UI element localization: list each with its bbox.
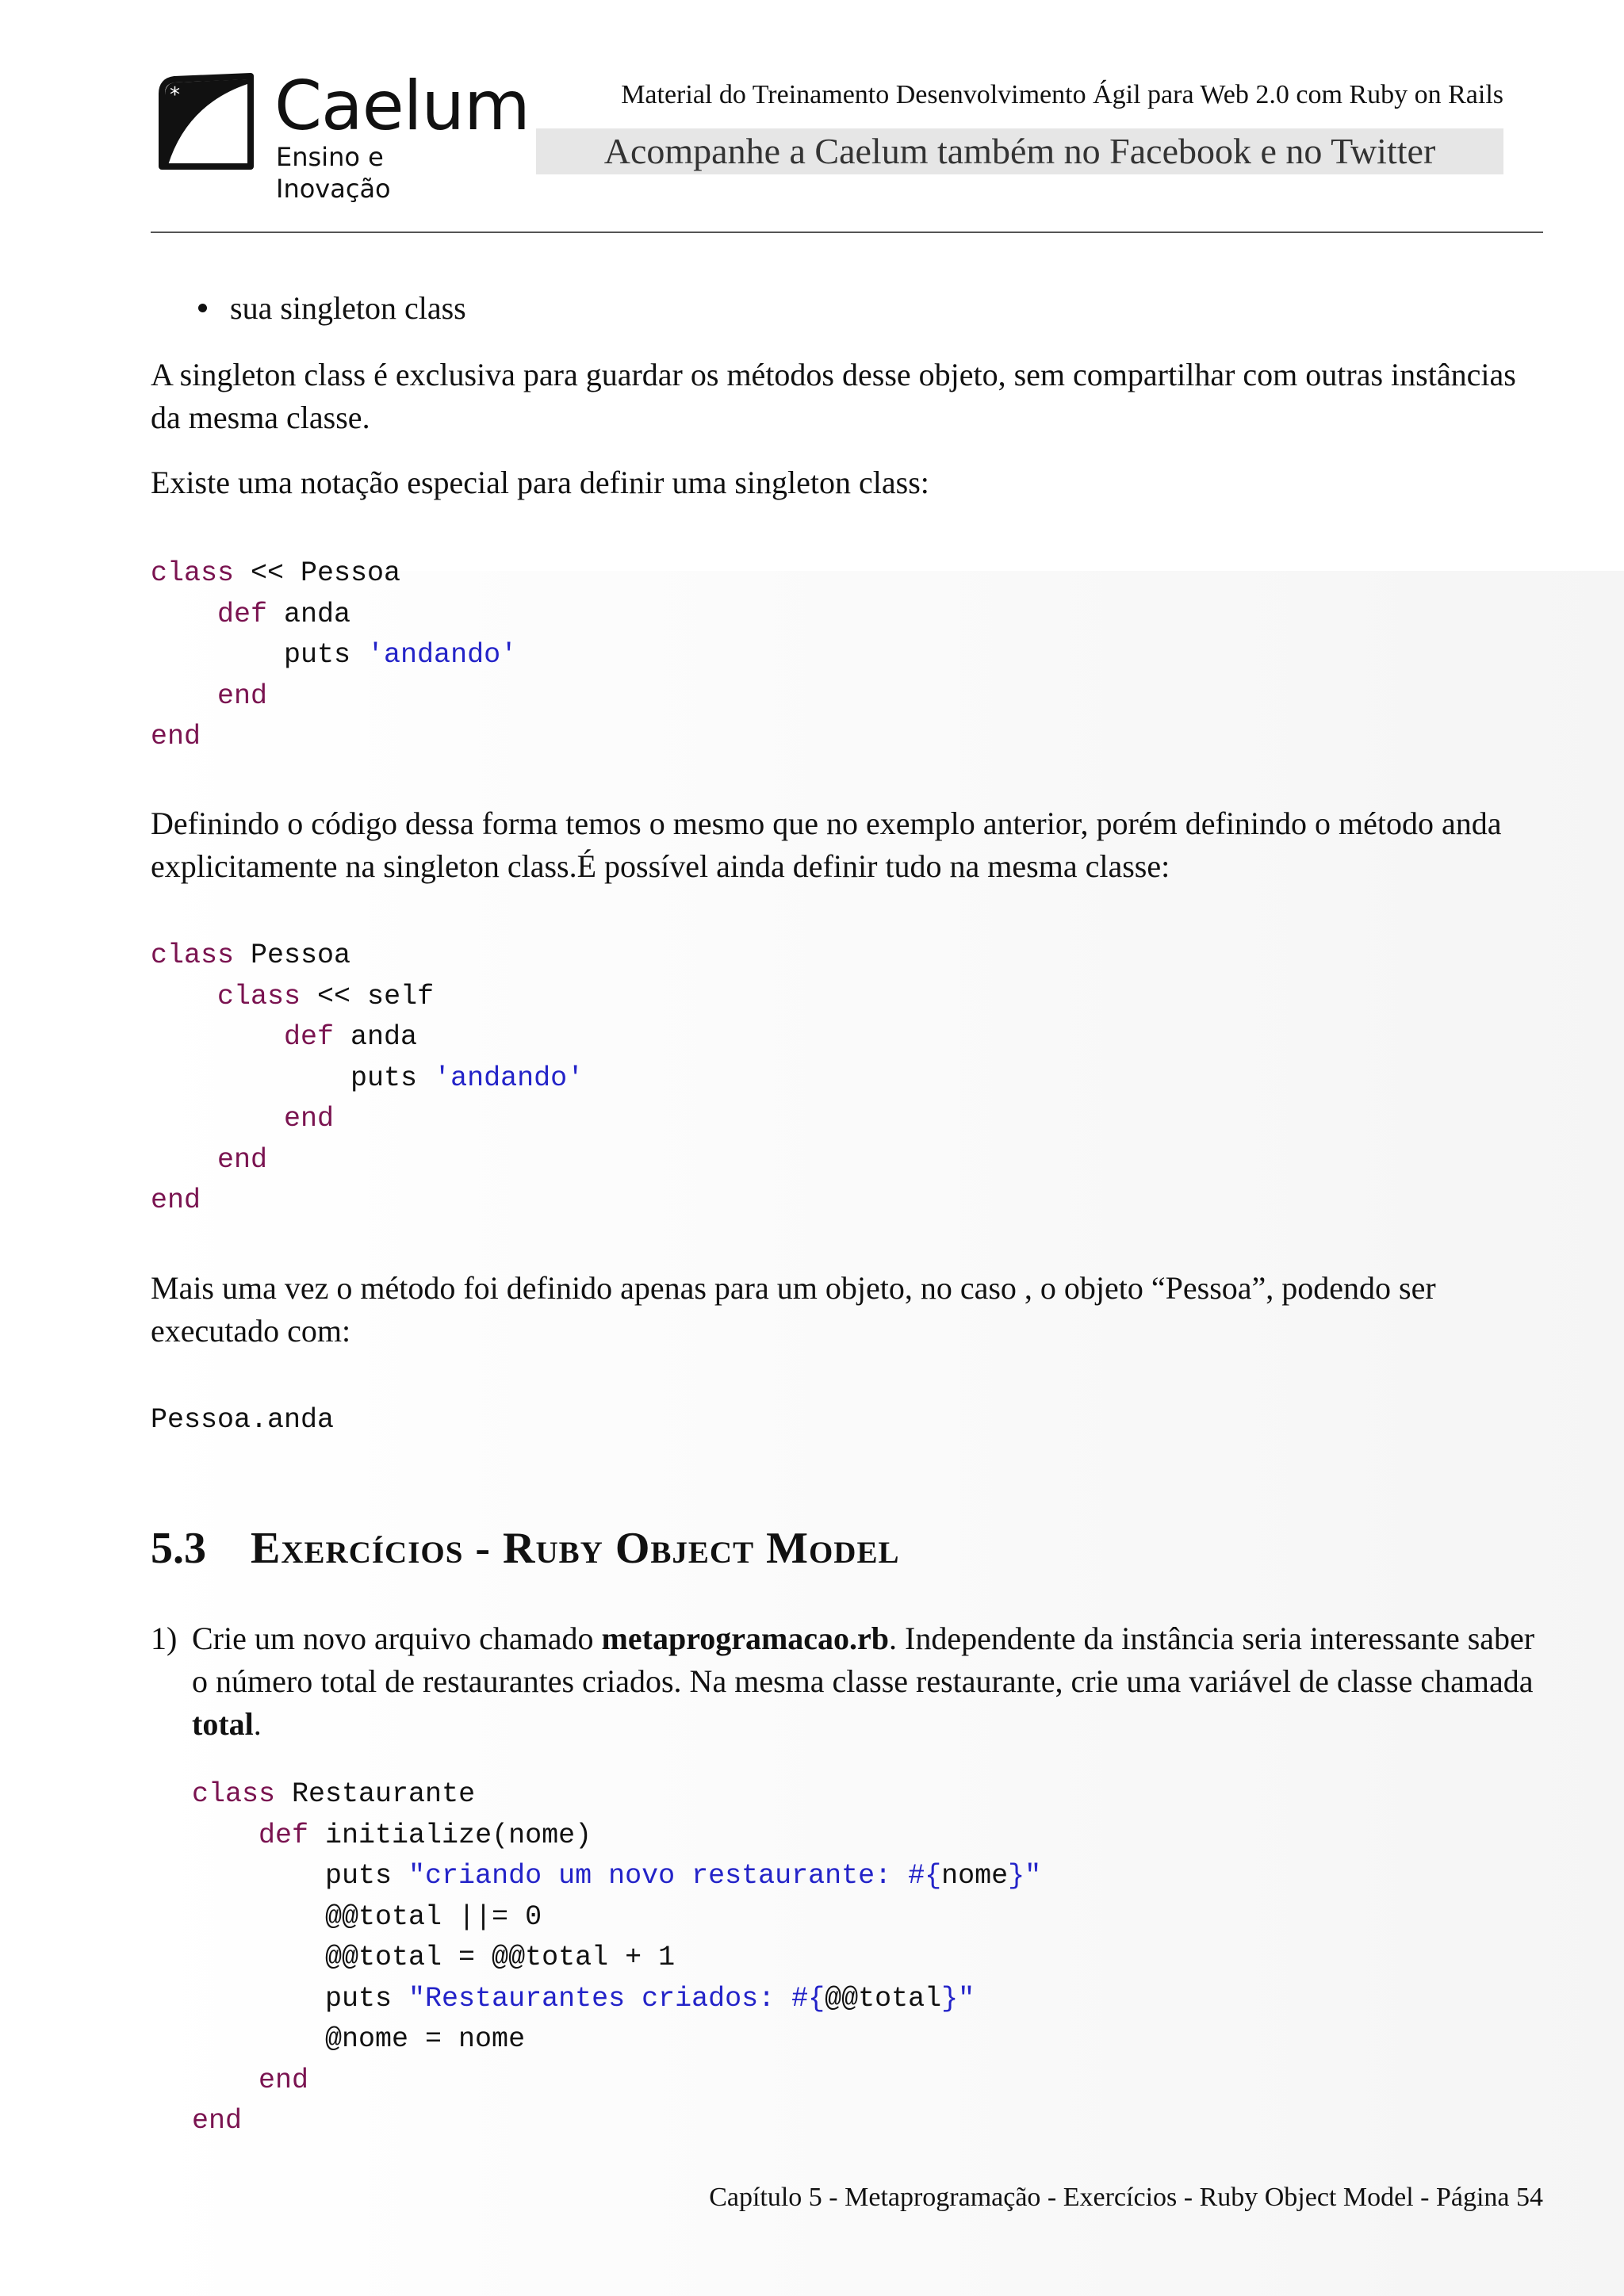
code-token: end — [217, 1143, 268, 1176]
section-title: Exercícios - Ruby Object Model — [251, 1524, 900, 1573]
code-token: @@total — [825, 1982, 942, 2015]
code-token — [151, 981, 217, 1012]
code-token: 'andando' — [434, 1062, 584, 1094]
code-line — [151, 721, 201, 752]
code-line — [192, 2064, 308, 2096]
code-token — [151, 680, 217, 712]
code-token: class — [192, 1778, 276, 1810]
code-token — [192, 1820, 259, 1851]
logo-name: Caelum — [274, 67, 530, 146]
code-line — [151, 939, 350, 971]
code-token: end — [151, 721, 201, 752]
code-token: << self — [301, 980, 435, 1012]
caelum-logo — [155, 67, 530, 204]
code-token: puts — [192, 1982, 409, 2015]
code-token: def — [217, 598, 268, 630]
code-line — [151, 981, 434, 1012]
exercise-text-part: . Independente da instância seria interessante saber o número total de restaurantes criados. Na mesma classe restaurante, crie uma variável de classe chamada — [192, 1621, 1535, 1699]
exercise-text-part: Crie um novo arquivo chamado — [192, 1621, 602, 1656]
code-line — [151, 1062, 584, 1094]
code-token: class — [151, 557, 235, 589]
code-token: end — [151, 1184, 201, 1216]
code-token — [192, 2064, 259, 2096]
code-token: }" — [1008, 1860, 1042, 1892]
code-block-class-self — [151, 936, 584, 1222]
code-token: end — [284, 1103, 335, 1135]
bullet-dot — [198, 304, 207, 312]
code-token: def — [284, 1021, 335, 1053]
paragraph-singleton-desc: A singleton class é exclusiva para guardar os métodos desse objeto, sem compartilhar com outras instâncias da mesma classe. — [151, 357, 1516, 435]
code-token: puts — [151, 1062, 435, 1094]
code-line — [151, 680, 267, 712]
exercise-number: 1) — [151, 1621, 178, 1656]
code-block-call — [151, 1400, 334, 1441]
code-token: @@total ||= 0 — [192, 1900, 542, 1933]
code-token: class — [151, 939, 235, 971]
code-line — [151, 1144, 267, 1176]
code-token: def — [259, 1819, 309, 1851]
code-line — [151, 557, 400, 589]
paragraph-execution: Mais uma vez o método foi definido apenas para um objeto, no caso , o objeto “Pessoa”, podendo ser executado com: — [151, 1270, 1436, 1349]
code-token: puts — [192, 1860, 409, 1892]
code-token: @@total = @@total + 1 — [192, 1942, 676, 1973]
code-line — [192, 1778, 475, 1810]
code-block-singleton — [151, 553, 517, 758]
code-block-restaurante — [192, 1774, 1041, 2142]
code-token: end — [259, 2064, 309, 2096]
code-token: }" — [941, 1982, 975, 2015]
code-token: Restaurante — [275, 1778, 476, 1810]
code-line — [151, 639, 517, 671]
code-token: anda — [267, 598, 351, 630]
code-line — [192, 1820, 592, 1851]
code-line — [192, 1901, 542, 1933]
code-token: end — [192, 2105, 243, 2137]
code-token: "criando um novo restaurante: #{ — [408, 1860, 942, 1892]
code-line — [192, 1983, 975, 2015]
code-token: << Pessoa — [234, 557, 401, 589]
code-line — [151, 1103, 334, 1135]
code-token: initialize(nome) — [308, 1819, 592, 1851]
code-token: @nome = nome — [192, 2023, 526, 2055]
code-line — [192, 2105, 242, 2137]
header-divider — [151, 232, 1543, 233]
code-token — [151, 1103, 284, 1135]
code-line — [192, 1942, 675, 1973]
exercise-text — [192, 1617, 1543, 1746]
caelum-logo-icon — [155, 73, 257, 174]
code-token: Pessoa — [234, 939, 351, 971]
code-token: Pessoa.anda — [151, 1404, 335, 1436]
training-title: Material do Treinamento Desenvolvimento Ágil para Web 2.0 com Ruby on Rails — [621, 80, 1503, 109]
svg-text:*: * — [170, 83, 180, 107]
logo-tagline: Ensino e Inovação — [276, 142, 391, 204]
code-token: class — [217, 980, 301, 1012]
code-token — [151, 1021, 284, 1053]
bullet-item: sua singleton class — [230, 290, 466, 326]
code-line — [192, 1860, 1041, 1892]
paragraph-defining: Definindo o código dessa forma temos o mesmo que no exemplo anterior, porém definindo o método anda explicitamente na singleton class.É possível ainda definir tudo na mesma classe: — [151, 806, 1502, 884]
exercise-text-part: . — [253, 1706, 262, 1742]
code-token — [151, 599, 217, 630]
code-line — [192, 2023, 525, 2055]
code-token: 'andando' — [367, 639, 518, 671]
code-token: end — [217, 679, 268, 712]
code-line — [151, 1021, 417, 1053]
social-follow-banner: Acompanhe a Caelum também no Facebook e no Twitter — [536, 128, 1503, 174]
code-line — [151, 1404, 334, 1436]
exercise-variable: total — [192, 1706, 254, 1742]
code-line — [151, 599, 350, 630]
code-token: anda — [334, 1021, 418, 1053]
paragraph-notation: Existe uma notação especial para definir uma singleton class: — [151, 465, 929, 500]
exercise-filename: metaprogramacao.rb — [601, 1621, 890, 1656]
section-number: 5.3 — [151, 1524, 206, 1573]
code-line — [151, 1184, 201, 1216]
code-token: nome — [941, 1860, 1009, 1892]
code-token — [151, 1144, 217, 1176]
page-footer: Capítulo 5 - Metaprogramação - Exercícios - Ruby Object Model - Página 54 — [709, 2183, 1543, 2212]
code-token: "Restaurantes criados: #{ — [408, 1982, 825, 2015]
code-token: puts — [151, 639, 368, 671]
